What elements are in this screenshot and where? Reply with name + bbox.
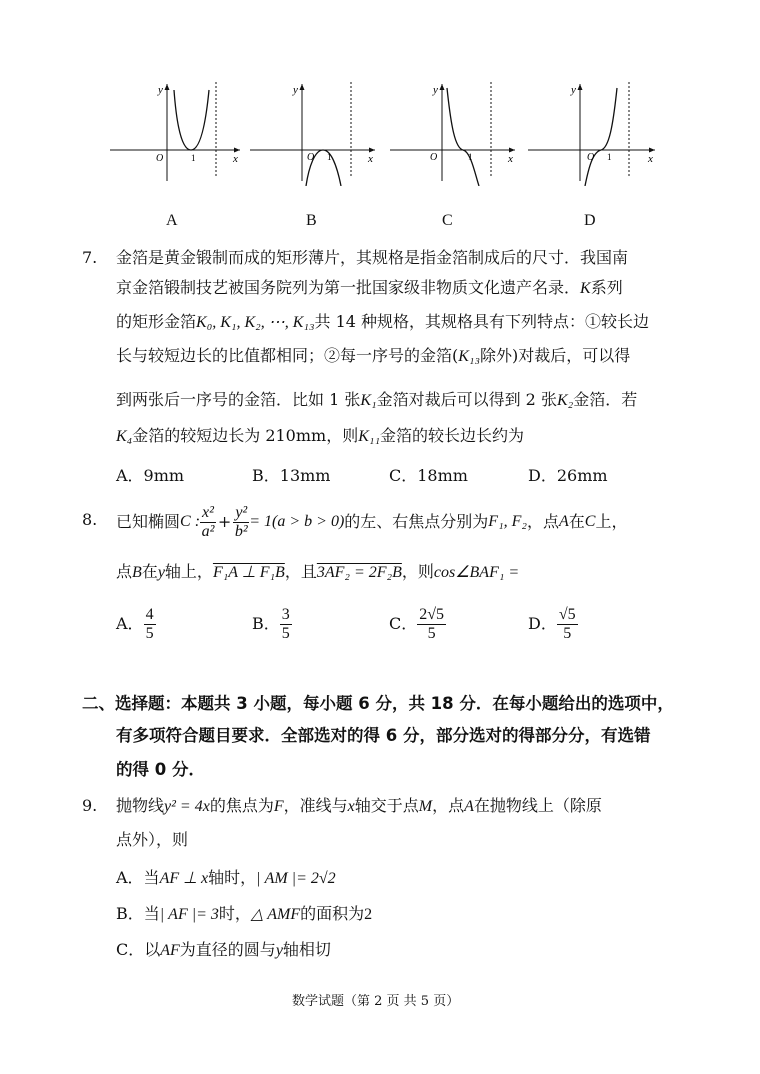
graph-c-one: 1 [468, 152, 473, 162]
q9-line-1a: 抛物线 [116, 796, 165, 815]
q8-y-axis: y [157, 564, 165, 581]
q9-line-1d: 轴交于点 [354, 796, 419, 815]
q7-line-2 [116, 278, 623, 299]
graph-a [110, 82, 240, 181]
q8-number: 8. [82, 510, 98, 529]
q9-option-b-math-1: | AF |= 3 [159, 906, 219, 923]
q8-vector-eq: 3AF₂ = 2F₂B [316, 564, 402, 581]
q7-line-4a: 长与较短边长的比值都相同；②每一序号的金箔( [116, 346, 459, 365]
q8-line-1c: ，点 [526, 512, 559, 531]
q7-line-5 [116, 390, 637, 411]
q8-foci: F₁, F₂ [488, 513, 527, 530]
section2-line-1: 二、选择题：本题共 3 小题，每小题 6 分，共 18 分．在每小题给出的选项中， [82, 694, 674, 713]
graph-a-y-label: y [158, 84, 163, 96]
section2-line-3: 的得 0 分． [116, 760, 205, 779]
q8-frac-y [233, 504, 249, 541]
q8-line-2c: 轴上， [164, 562, 213, 581]
q9-line-1e: ，点 [432, 796, 465, 815]
q8-option-c[interactable] [389, 602, 446, 646]
q9-option-a-math-2: | AM |= 2√2 [256, 870, 336, 887]
q9-line-1 [116, 796, 602, 817]
graph-a-one: 1 [191, 153, 196, 163]
q8-line-1b: 的左、右焦点分别为 [344, 512, 489, 531]
q8-frac-y-den: b² [234, 522, 248, 540]
q8-condition: = 1(a > b > 0) [249, 513, 345, 530]
q8-option-d-frac [557, 606, 578, 643]
q9-option-c-math-1: AF [160, 942, 180, 959]
graph-b-one: 1 [327, 152, 332, 162]
q8-option-c-frac [417, 606, 446, 643]
q8-option-a-frac [144, 606, 156, 643]
q9-option-a-2: 轴时， [208, 868, 257, 887]
q8-option-b-frac [280, 606, 292, 643]
graph-b-y-label: y [293, 84, 298, 96]
graph-b-origin: O [307, 152, 315, 163]
q8-option-b[interactable] [252, 602, 292, 646]
q8-option-d-den: 5 [563, 624, 572, 642]
q8-line-1d: 在 [568, 512, 585, 531]
graph-d-y-label: y [571, 84, 576, 96]
q7-line-4 [116, 346, 630, 367]
q9-focus-f: F [273, 798, 284, 815]
graph-a-caption: A [166, 212, 178, 229]
q8-ellipse-c: C : [180, 513, 201, 530]
graph-d-origin: O [587, 152, 595, 163]
q8-option-c-num: 2√5 [419, 605, 445, 623]
q8-option-d-num: √5 [558, 605, 576, 623]
q9-point-a: A [464, 798, 474, 815]
q9-option-b-1: B．当 [116, 904, 160, 923]
q8-line-2d: ，且 [284, 562, 317, 581]
q7-number: 7. [82, 248, 98, 267]
q7-line-4b: 除外)对裁后，可以得 [480, 346, 631, 365]
q8-line-2 [116, 562, 519, 583]
q9-option-a-1: A．当 [116, 868, 160, 887]
q9-point-m: M [418, 798, 433, 815]
graph-a-origin: O [156, 153, 164, 164]
q8-option-a-label: A． [116, 614, 144, 633]
q9-option-b[interactable] [116, 904, 372, 925]
q7-line-3b: 共 14 种规格，其规格具有下列特点：①较长边 [314, 312, 650, 331]
q8-curve-c: C [584, 513, 596, 530]
graph-c-x-label: x [508, 153, 513, 165]
q8-plus: + [217, 512, 232, 531]
q9-line-1c: ，准线与 [283, 796, 348, 815]
q9-option-c-2: 为直径的圆与 [179, 940, 276, 959]
q7-line-5a: 到两张后一序号的金箔．比如 1 张 [116, 390, 361, 409]
q7-k1: K₁ [360, 392, 377, 409]
q9-line-1f: 在抛物线上（除原 [473, 796, 602, 815]
q8-point-a: A [558, 513, 569, 530]
q8-line-1a: 已知椭圆 [116, 512, 181, 531]
q7-option-d[interactable]: D．26mm [528, 466, 608, 485]
q7-line-6b: 金箔的较长边长约为 [380, 426, 525, 445]
q8-frac-x-den: a² [201, 522, 215, 540]
q8-line-2e: ，则 [401, 562, 434, 581]
q7-option-a[interactable]: A．9mm [116, 466, 185, 485]
q8-line-2a: 点 [116, 562, 133, 581]
q9-option-c-math-2: y [275, 942, 283, 959]
q9-option-a-math-1: AF ⊥ x [159, 870, 209, 887]
option-graphs [105, 76, 665, 186]
graph-a-x-label: x [233, 153, 238, 165]
q7-line-2a: 京金箔锻制技艺被国务院列为第一批国家级非物质文化遗产名录． [116, 278, 581, 297]
q9-option-c-3: 轴相切 [282, 940, 331, 959]
q8-option-a[interactable] [116, 602, 156, 646]
graph-b [250, 82, 375, 186]
q7-k13: K₁₃ [458, 348, 481, 365]
q7-k-series: K [580, 280, 591, 297]
q7-line-5b: 金箔对裁后可以得到 2 张 [376, 390, 557, 409]
q8-perpendicular: F₁A ⊥ F₁B [212, 564, 285, 581]
q7-line-5c: 金箔．若 [573, 390, 638, 409]
q7-line-2b: 系列 [590, 278, 623, 297]
q7-option-c[interactable]: C．18mm [389, 466, 468, 485]
q9-option-c[interactable] [116, 940, 331, 961]
q8-option-a-num: 4 [145, 605, 154, 623]
q9-equation: y² = 4x [164, 798, 210, 815]
q9-option-c-1: C．以 [116, 940, 161, 959]
q8-line-1e: 上， [595, 512, 628, 531]
q7-sequence: K₀, K₁, K₂, ⋯, K₁₃ [196, 314, 315, 331]
q8-option-b-num: 3 [281, 605, 290, 623]
q8-point-b: B [132, 564, 142, 581]
graph-d-caption: D [584, 212, 596, 229]
q9-option-b-math-3: 2 [364, 906, 373, 923]
q7-k11: K₁₁ [358, 428, 381, 445]
q8-option-d[interactable] [528, 602, 578, 646]
q7-line-3a: 的矩形金箔 [116, 312, 197, 331]
section2-line-2: 有多项符合题目要求．全部选对的得 6 分，部分选对的得部分分，有选错 [116, 726, 651, 745]
graph-c-caption: C [442, 212, 453, 229]
graph-b-caption: B [306, 212, 317, 229]
q9-line-2: 点外），则 [116, 830, 189, 849]
graph-d-x-label: x [648, 153, 653, 165]
q7-line-1: 金箔是黄金锻制而成的矩形薄片，其规格是指金箔制成后的尺寸．我国南 [116, 248, 629, 267]
graph-d-one: 1 [607, 152, 612, 162]
q8-cos: cos∠BAF₁ = [433, 564, 520, 581]
q8-option-b-label: B． [252, 614, 280, 633]
graph-b-x-label: x [368, 153, 373, 165]
graph-c-y-label: y [433, 84, 438, 96]
q9-option-b-3: 的面积为 [300, 904, 365, 923]
q7-option-b[interactable]: B．13mm [252, 466, 331, 485]
q9-number: 9. [82, 796, 98, 815]
q8-option-c-label: C． [389, 614, 418, 633]
q8-option-d-label: D． [528, 614, 557, 633]
q7-line-6 [116, 426, 524, 447]
q8-frac-x-num: x² [202, 503, 214, 521]
q9-option-b-2: 时， [218, 904, 251, 923]
q8-frac-y-num: y² [235, 503, 248, 521]
q9-x-axis: x [347, 798, 355, 815]
page-footer: 数学试题（第 2 页 共 5 页） [292, 994, 460, 1009]
q8-frac-x [200, 504, 216, 541]
graph-c-origin: O [430, 152, 438, 163]
q9-option-b-math-2: △ AMF [250, 906, 301, 923]
graph-d [528, 82, 655, 186]
q7-k2: K₂ [556, 392, 574, 409]
graph-c [390, 82, 515, 186]
q7-line-6a: 金箔的较短边长为 210mm，则 [132, 426, 359, 445]
q8-option-a-den: 5 [145, 624, 154, 642]
q8-line-1 [116, 500, 627, 544]
q7-k4: K₄ [116, 428, 133, 445]
q8-line-2b: 在 [141, 562, 158, 581]
q8-option-b-den: 5 [281, 624, 290, 642]
q8-option-c-den: 5 [427, 624, 436, 642]
q7-line-3 [116, 312, 649, 333]
q9-option-a[interactable] [116, 868, 336, 889]
q9-line-1b: 的焦点为 [209, 796, 274, 815]
